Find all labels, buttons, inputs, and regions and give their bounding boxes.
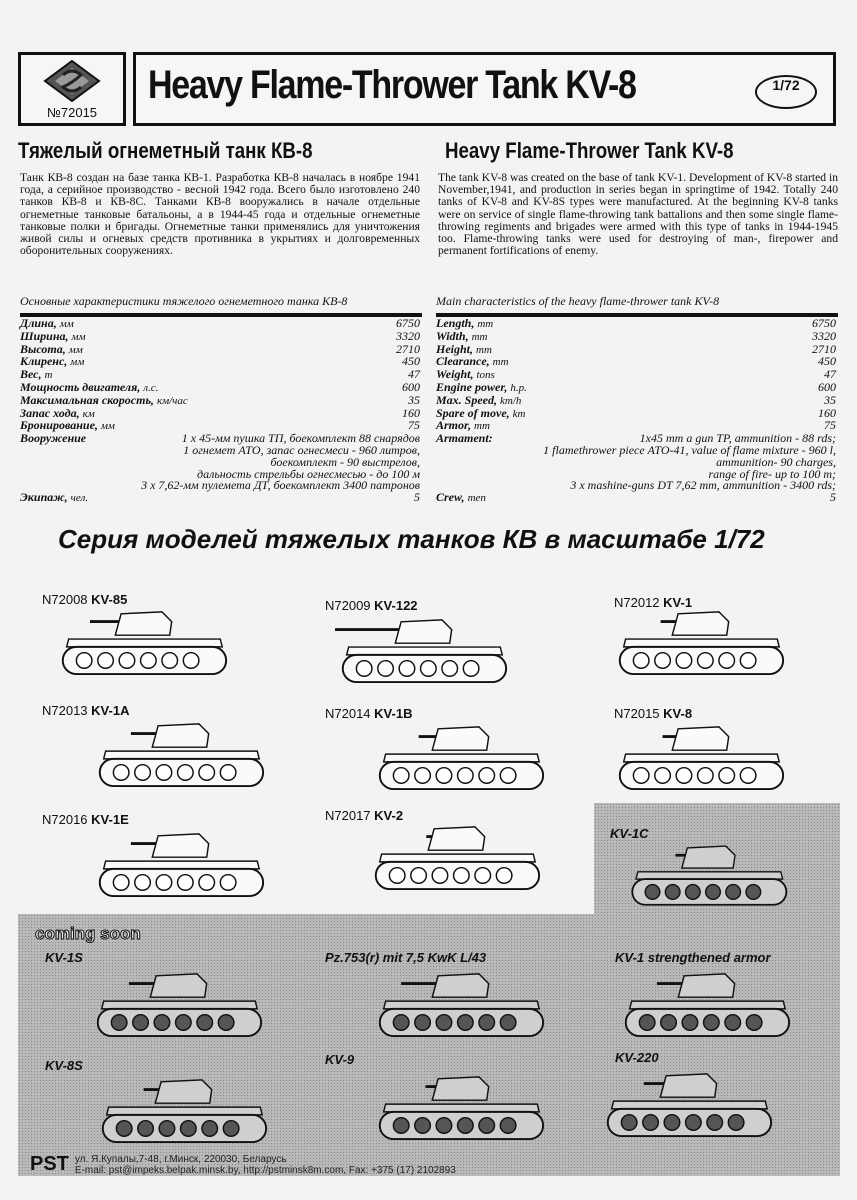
spec-value: 6750 [396,316,420,330]
spec-label: Клиренс, [20,354,68,369]
spec-label: Высота, [20,341,66,356]
spec-label: Height, [436,341,474,356]
spec-value: 47 [408,367,420,382]
spec-value: 2710 [396,341,420,356]
spec-row [20,328,420,344]
spec-label: Длина, [20,316,57,330]
tank-illustration [92,712,267,796]
spec-label: Spare of move, [436,405,510,420]
tank-illustration [95,1068,270,1152]
spec-value: 47 [824,367,836,382]
coming-soon-title: coming soon [35,924,141,943]
spec-row [436,341,836,357]
crew-value: 5 [830,490,836,505]
series-title: Серия моделей тяжелых танков КВ в масштабе 1/72 [58,524,765,554]
crew-label: Экипаж, [20,490,68,505]
footer [30,1153,456,1176]
spec-value: 75 [824,418,836,433]
model-number: N72008 [42,592,88,607]
spec-label: Armor, [436,418,472,433]
brand-logo [18,52,126,126]
page-title: Heavy Flame-Thrower Tank KV-8 [148,63,636,107]
ru-characteristics-title: Основные характеристики тяжелого огнеметного танка КВ-8 [20,294,422,317]
armament-line: 1 flamethrower piece ATO-41, value of flame mixture - 960 l, [543,442,836,457]
model-name: KV-2 [374,808,404,823]
spec-label: Максимальная скорость, [20,392,154,407]
armament-line: 1x45 mm a gun TP, ammunition - 88 rds; [639,431,836,446]
tank-illustration [612,715,787,799]
tank-illustration [368,815,543,899]
model-name: KV-8 [663,706,693,721]
model-number: N72014 [325,706,371,721]
crew-unit: men [467,492,486,505]
spec-unit: km/h [500,394,522,407]
footer-brand: PST [30,1153,69,1175]
spec-label: Ширина, [20,328,69,343]
armament-line: боекомплект - 90 выстрелов, [270,454,420,469]
armament-line: 1 огнемет АТО, запас огнесмеси - 960 литров, [183,442,420,457]
spec-unit: tons [476,369,495,382]
tank-illustration [372,962,547,1046]
spec-unit: мм [68,343,83,356]
spec-value: 450 [402,354,420,369]
spec-unit: mm [476,343,492,356]
spec-unit: мм [71,330,86,343]
model-number: N72009 [325,598,371,613]
tank-illustration [90,962,265,1046]
crew-label: Crew, [436,490,465,505]
tank-illustration [372,715,547,799]
spec-label: Engine power, [436,379,508,394]
spec-unit: мм [70,356,85,369]
upcoming-model-name: KV-9 [325,1052,355,1067]
armament-label: Вооружение [20,431,87,446]
spec-row [436,328,836,344]
upcoming-model-name: KV-1 strengthened armor [615,950,771,965]
ru-description: Танк КВ-8 создан на базе танка КВ-1. Разработка КВ-8 началась в ноябре 1941 года, а серийное производство - весной 1942 года. Всего было изготовлено 240 танков КВ-8 и КВ-8С. Танками КВ-8 вооружались в начале отдельные огнеметные танковые батальоны, а в 1944-45 года и отдельные огнеметные танковые полки и бригады. Огнеметные танки применялись для уничтожения живой силы и огневых средств противника в укрытиях и долговременных оборонительных сооружениях. [20,171,420,258]
spec-row [20,356,420,369]
scale-badge: 1/72 [755,75,817,109]
model-name: KV-1C [610,826,649,841]
spec-unit: km [512,407,526,420]
spec-label: Запас хода, [20,405,80,420]
armament-line: 3 х 7,62-мм пулемета ДТ, боекомплект 3400 патронов [141,478,420,493]
footer-contacts: E-mail: pst@impeks.belpak.minsk.by, http://pstminsk8m.com, Fax: +375 (17) 2102893 [74,1164,456,1176]
tank-illustration [372,1065,547,1149]
spec-value: 75 [408,418,420,433]
model-number: N72015 [614,706,660,721]
spec-label: Бронирование, [20,418,98,433]
armament-line: range of fire- up to 100 m; [708,466,836,481]
spec-row [436,356,836,369]
spec-label: Length, [436,316,475,330]
catalog-number: №72015 [46,105,98,120]
model-name: KV-1 [663,595,693,610]
spec-value: 600 [402,379,420,394]
spec-value: 600 [818,379,836,394]
spec-unit: л.с. [143,381,159,394]
spec-unit: mm [492,356,509,369]
model-number: N72012 [614,595,660,610]
tank-illustration [600,1062,775,1146]
spec-unit: h.p. [510,381,527,394]
tank-illustration [92,822,267,906]
spec-value: 35 [824,392,836,407]
spec-value: 3320 [812,328,836,343]
spec-value: 160 [818,405,836,420]
spec-label: Width, [436,328,469,343]
tank-illustration [612,600,787,684]
model-name: KV-122 [374,598,418,613]
spec-row [20,318,420,331]
ru-spec-table [20,318,420,505]
armament-line: дальность стрельбы огнесмесью - до 100 м [197,466,420,481]
en-description: The tank KV-8 was created on the base of tank KV-1. Development of KV-8 started in November,1941, and production in series began in springtime of 1942. Totally 240 tanks of KV-8 and KV-8S types were manufactured. At the beginning KV-8 tanks were on service of single flame-throwing tank battalions and then some single flame-throwing regiments and brigades were armed with this type of tanks in 1944-1945 too. Flame-throwing tanks were used for destroying of man-, firepower and permanent fortifications of enemy. [438,171,838,258]
spec-label: Max. Speed, [436,392,497,407]
en-characteristics-title: Main characteristics of the heavy flame-thrower tank KV-8 [436,294,838,317]
spec-value: 3320 [396,328,420,343]
spec-label: Вес, [20,367,42,382]
crew-row [436,492,836,505]
tank-illustration [55,600,230,684]
spec-unit: км/час [156,394,188,407]
tank-illustration [335,608,510,692]
spec-value: 6750 [812,316,836,330]
spec-label: Мощность двигателя, [20,379,141,394]
model-number: N72013 [42,703,88,718]
spec-unit: мм [100,420,115,433]
spec-value: 2710 [812,341,836,356]
crew-row [20,492,420,505]
spec-label: Weight, [436,367,474,382]
spec-unit: mm [474,420,490,433]
model-name: KV-1A [91,703,130,718]
spec-row [20,341,420,357]
upcoming-model-name: Pz.753(r) mit 7,5 KwK L/43 [325,950,487,965]
armament-line: 3 x mashine-guns DT 7,62 mm, ammunition - 3400 rds; [570,478,836,493]
crew-unit: чел. [70,492,89,505]
spec-value: 160 [402,405,420,420]
spec-unit: mm [477,318,494,330]
model-number: N72017 [325,808,371,823]
logo-diamond-icon [43,59,101,103]
en-subtitle: Heavy Flame-Thrower Tank KV-8 [445,138,734,163]
upcoming-model-name: KV-220 [615,1050,659,1065]
model-name: KV-85 [91,592,128,607]
model-name: KV-1E [91,812,129,827]
spec-value: 35 [408,392,420,407]
crew-value: 5 [414,490,420,505]
spec-unit: mm [471,330,488,343]
spec-row [436,405,836,421]
upcoming-model-name: KV-1S [45,950,83,965]
spec-label: Clearance, [436,354,490,369]
model-name: KV-1B [374,706,413,721]
spec-value: 450 [818,354,836,369]
spec-unit: км [82,407,95,420]
spec-row [436,318,836,331]
footer-address: ул. Я.Купалы,7-48, г.Минск, 220030, Беларусь [74,1153,287,1165]
tank-illustration [625,835,790,914]
upcoming-model-name: KV-8S [45,1058,83,1073]
en-spec-table [436,318,836,505]
model-number: N72016 [42,812,88,827]
title-banner [133,52,836,126]
spec-unit: т [44,369,53,382]
armament-label: Armament: [436,431,493,446]
ru-subtitle: Тяжелый огнеметный танк КВ-8 [18,138,313,163]
spec-unit: мм [59,318,74,330]
armament-line: ammunition- 90 charges, [716,454,836,469]
tank-illustration [618,962,793,1046]
armament-line: 1 х 45-мм пушка ТП, боекомплект 88 снарядов [181,431,420,446]
